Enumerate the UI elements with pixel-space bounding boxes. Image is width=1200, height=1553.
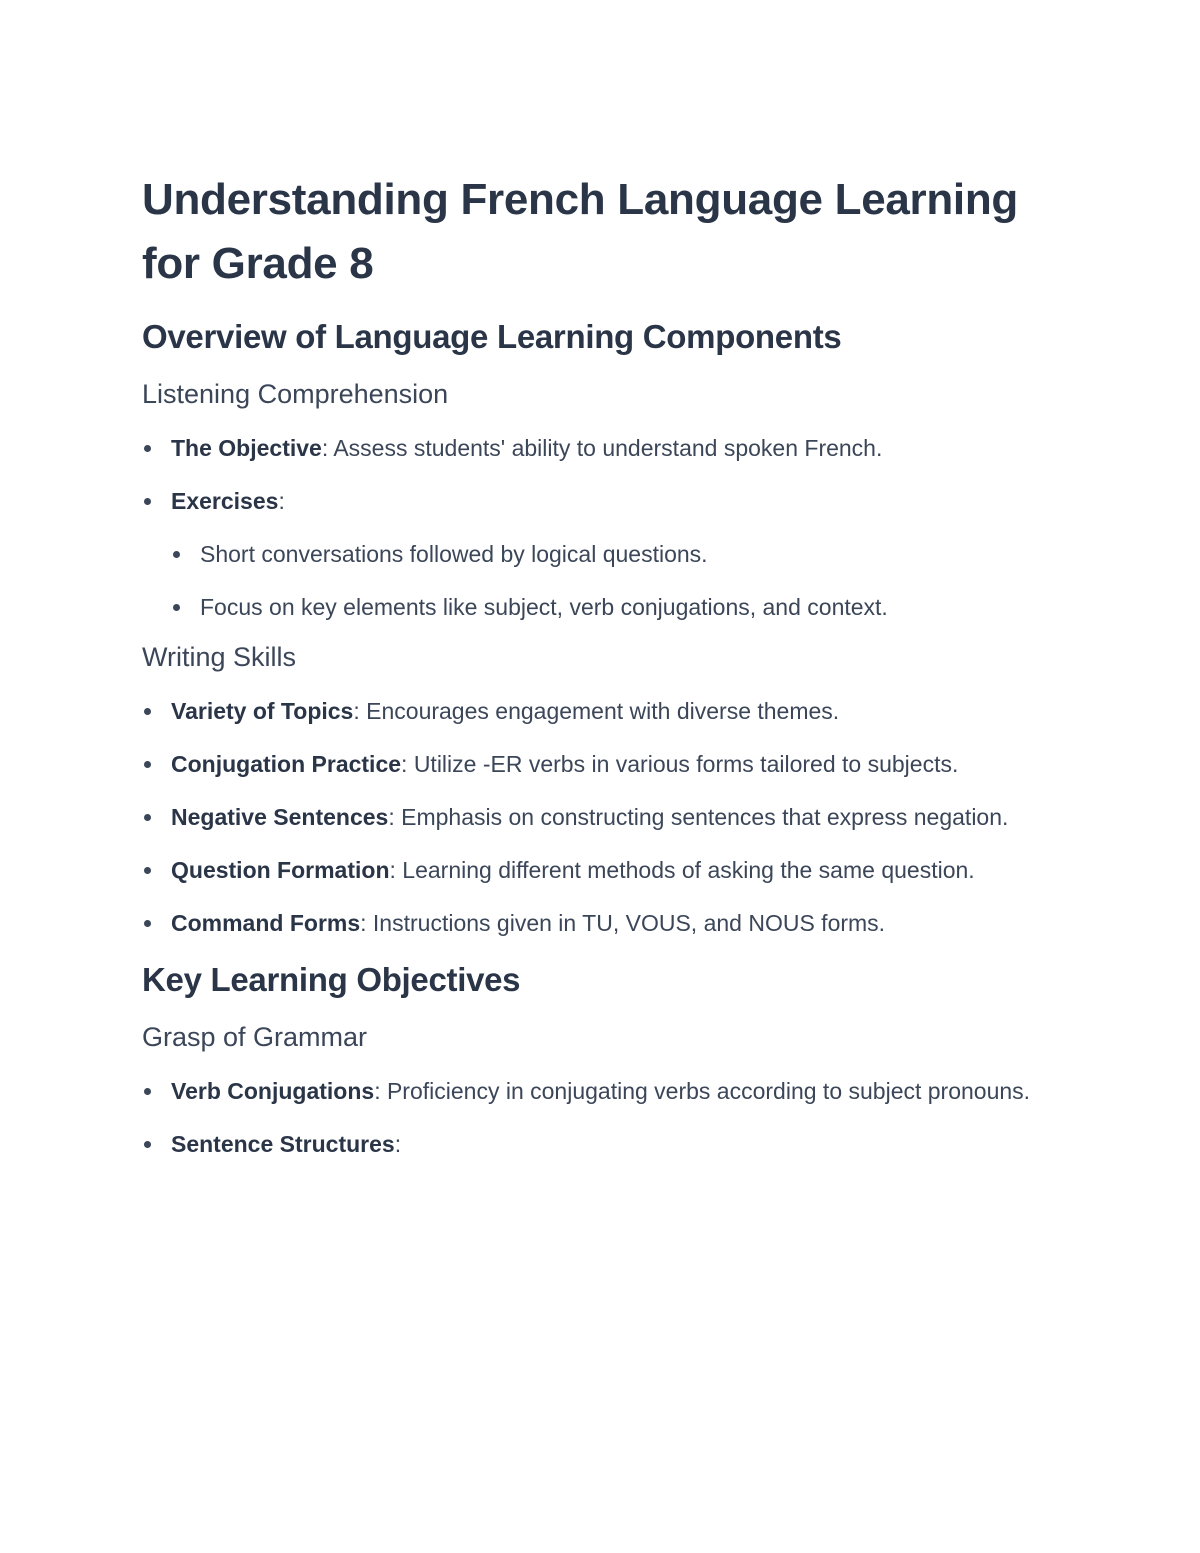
section-heading-objectives: Key Learning Objectives (142, 961, 521, 998)
item-label: Negative Sentences (171, 804, 389, 830)
sub-list-item: Short conversations followed by logical questions. (142, 534, 1062, 574)
item-text: : Utilize -ER verbs in various forms tailored to subjects. (401, 751, 959, 777)
subsection-heading-writing: Writing Skills (142, 642, 297, 672)
grammar-list (142, 1071, 1062, 1164)
item-text: : Instructions given in TU, VOUS, and NOUS forms. (360, 910, 886, 936)
listening-list (142, 428, 1062, 627)
item-text: : (394, 1131, 402, 1157)
item-text: : Assess students' ability to understand spoken French. (321, 435, 883, 461)
list-item (142, 481, 1062, 521)
page-title: Understanding French Language Learning for Grade 8 (142, 175, 1019, 288)
item-text: : Proficiency in conjugating verbs according to subject pronouns. (374, 1078, 1031, 1104)
writing-list (142, 691, 1062, 943)
document-page (142, 168, 1062, 1164)
list-item (142, 428, 1062, 468)
item-text: : Emphasis on constructing sentences that express negation. (388, 804, 1009, 830)
list-item (142, 797, 1062, 837)
item-label: The Objective (171, 435, 322, 461)
list-item (142, 903, 1062, 943)
item-text: : Encourages engagement with diverse themes. (353, 698, 840, 724)
item-label: Conjugation Practice (171, 751, 402, 777)
list-item (142, 1071, 1062, 1111)
item-text: : Learning different methods of asking the same question. (389, 857, 975, 883)
item-label: Question Formation (171, 857, 390, 883)
item-label: Exercises (171, 488, 279, 514)
list-item (142, 850, 1062, 890)
list-item (142, 744, 1062, 784)
subsection-heading-listening: Listening Comprehension (142, 379, 449, 409)
sub-list-item: Focus on key elements like subject, verb conjugations, and context. (142, 587, 1062, 627)
item-label: Sentence Structures (171, 1131, 395, 1157)
item-text: : (278, 488, 285, 514)
list-item (142, 1124, 1062, 1164)
item-label: Command Forms (171, 910, 361, 936)
list-item (142, 691, 1062, 731)
section-heading-overview: Overview of Language Learning Components (142, 318, 842, 355)
subsection-heading-grammar: Grasp of Grammar (142, 1022, 368, 1052)
item-label: Variety of Topics (171, 698, 354, 724)
item-label: Verb Conjugations (171, 1078, 375, 1104)
